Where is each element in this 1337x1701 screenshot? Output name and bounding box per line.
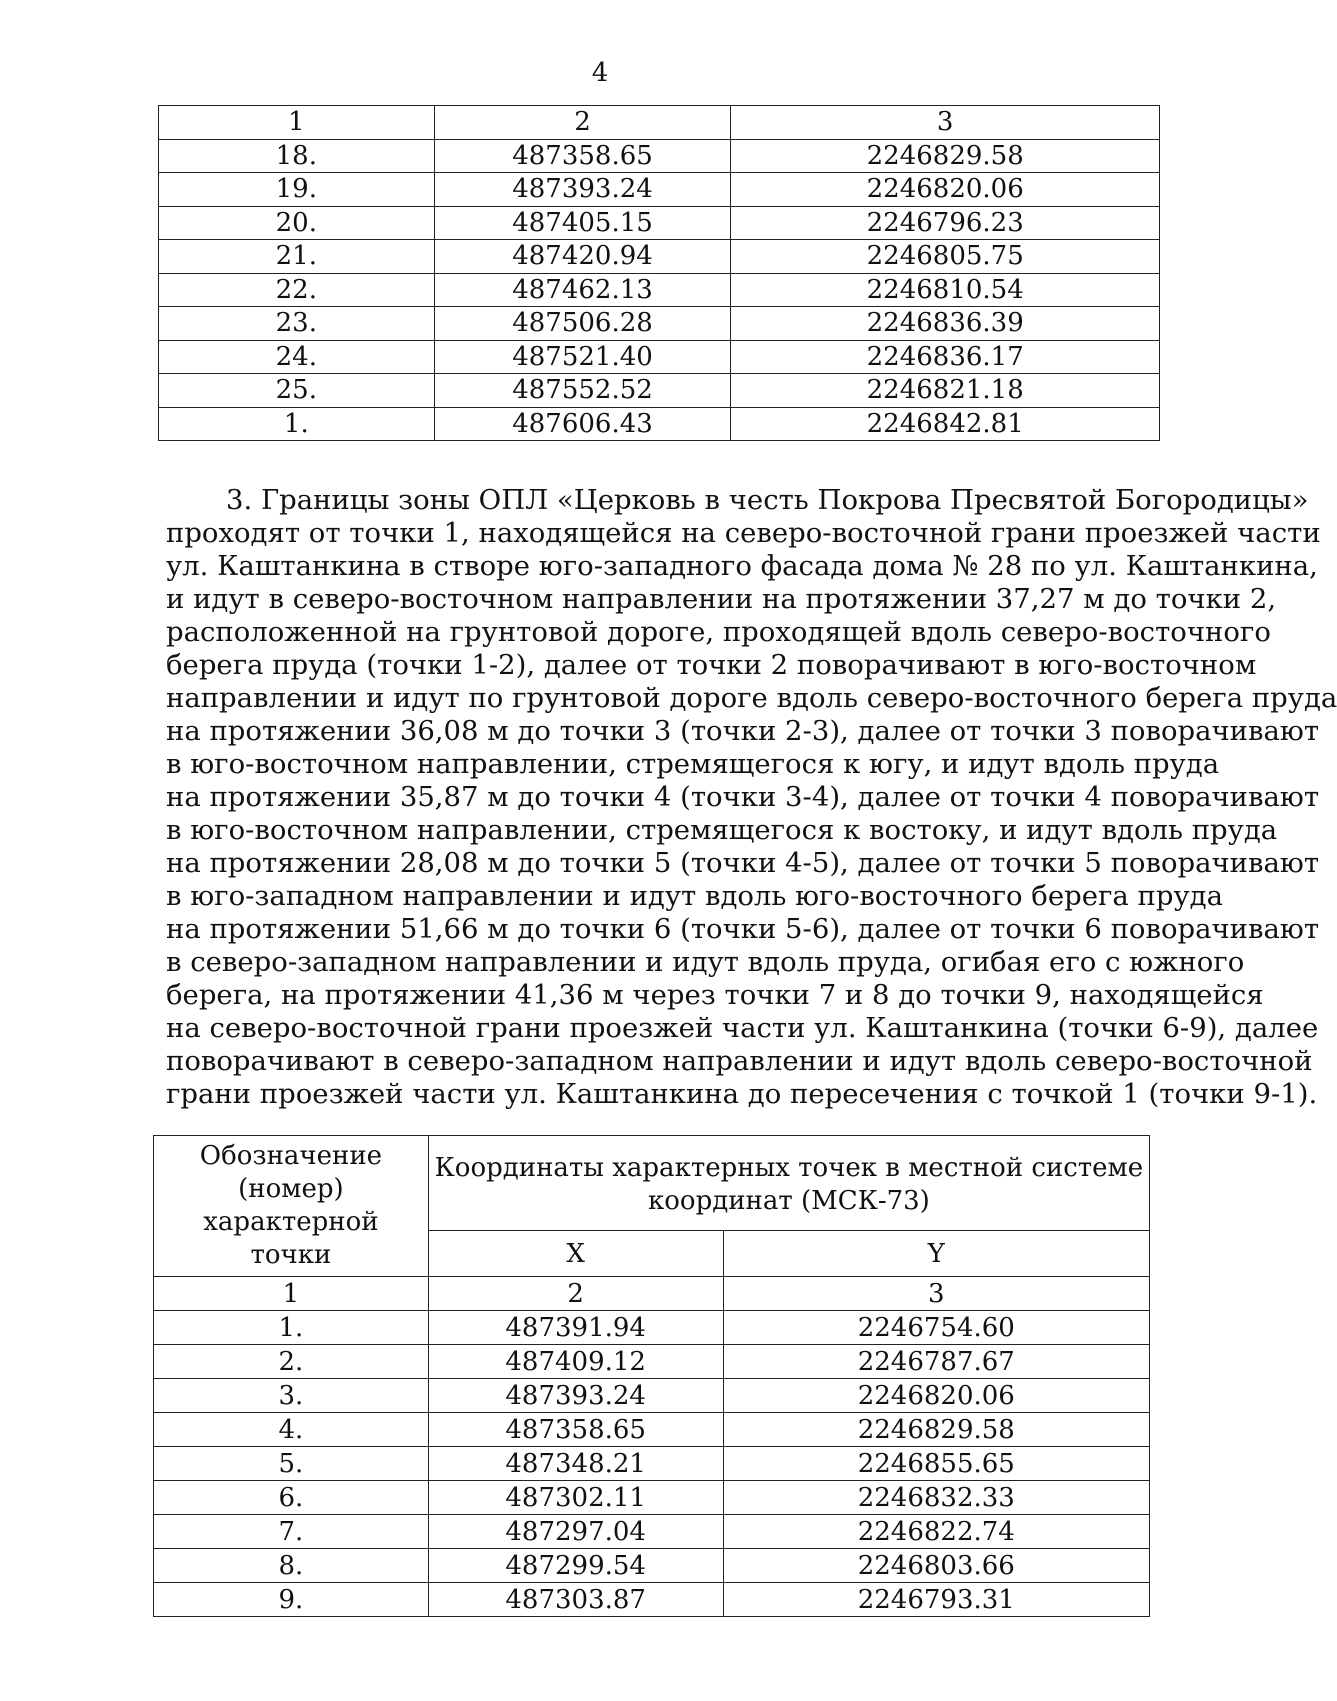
point-number-cell: 9.: [154, 1583, 429, 1617]
paragraph-line: в юго-восточном направлении, стремящегося к востоку, и идут вдоль пруда: [166, 814, 1278, 846]
y-coordinate-cell: 2246836.17: [731, 340, 1160, 374]
y-coordinate-cell: 2246787.67: [723, 1345, 1149, 1379]
x-coordinate-cell: 487462.13: [434, 273, 731, 307]
point-number-cell: 21.: [159, 240, 435, 274]
table-row: [159, 340, 1160, 374]
y-coordinate-cell: 2246820.06: [731, 173, 1160, 207]
x-coordinate-cell: 487552.52: [434, 374, 731, 408]
table-row: [159, 240, 1160, 274]
paragraph-line: на протяжении 35,87 м до точки 4 (точки 3-4), далее от точки 4 поворачивают: [166, 781, 1320, 813]
x-coordinate-cell: 487521.40: [434, 340, 731, 374]
y-coordinate-cell: 2246829.58: [723, 1413, 1149, 1447]
coordinates-table-continued: [158, 105, 1160, 441]
y-coordinate-cell: 2246810.54: [731, 273, 1160, 307]
column-number-cell: 3: [731, 106, 1160, 140]
paragraph-line: ул. Каштанкина в створе юго-западного фасада дома № 28 по ул. Каштанкина,: [166, 550, 1318, 582]
page-number: 4: [591, 58, 609, 88]
x-coordinate-cell: 487297.04: [428, 1515, 723, 1549]
y-coordinate-cell: 2246820.06: [723, 1379, 1149, 1413]
paragraph-line: и идут в северо-восточном направлении на протяжении 37,27 м до точки 2,: [166, 583, 1277, 615]
point-number-cell: 7.: [154, 1515, 429, 1549]
table-row: [159, 173, 1160, 207]
x-coordinate-cell: 487393.24: [434, 173, 731, 207]
paragraph-line: грани проезжей части ул. Каштанкина до пересечения с точкой 1 (точки 9-1).: [166, 1078, 1318, 1110]
x-coordinate-cell: 487302.11: [428, 1481, 723, 1515]
church-zone-coordinates-table: [153, 1135, 1150, 1617]
paragraph-line: на протяжении 36,08 м до точки 3 (точки 2-3), далее от точки 3 поворачивают: [166, 715, 1320, 747]
header-y: Y: [723, 1231, 1149, 1277]
paragraph-line: в юго-западном направлении и идут вдоль юго-восточного берега пруда: [166, 880, 1223, 912]
y-coordinate-cell: 2246821.18: [731, 374, 1160, 408]
paragraph-line: берега, на протяжении 41,36 м через точки 7 и 8 до точки 9, находящейся: [166, 979, 1264, 1011]
x-coordinate-cell: 487393.24: [428, 1379, 723, 1413]
y-coordinate-cell: 2246829.58: [731, 139, 1160, 173]
y-coordinate-cell: 2246855.65: [723, 1447, 1149, 1481]
paragraph-line: на протяжении 28,08 м до точки 5 (точки 4-5), далее от точки 5 поворачивают: [166, 847, 1320, 879]
table-row: [154, 1311, 1150, 1345]
x-coordinate-cell: 487358.65: [434, 139, 731, 173]
x-coordinate-cell: 487405.15: [434, 206, 731, 240]
point-number-cell: 4.: [154, 1413, 429, 1447]
column-number-row: [159, 106, 1160, 140]
x-coordinate-cell: 487303.87: [428, 1583, 723, 1617]
table-row: [159, 374, 1160, 408]
paragraph-line: в юго-восточном направлении, стремящегося к югу, и идут вдоль пруда: [166, 748, 1220, 780]
paragraph-line: расположенной на грунтовой дороге, проходящей вдоль северо-восточного: [166, 616, 1271, 648]
x-coordinate-cell: 487420.94: [434, 240, 731, 274]
paragraph-line: в северо-западном направлении и идут вдоль пруда, огибая его с южного: [166, 946, 1245, 978]
point-number-cell: 8.: [154, 1549, 429, 1583]
header-x: X: [428, 1231, 723, 1277]
header-point-designation: Обозначение (номер) характерной точки: [154, 1136, 429, 1277]
paragraph-line: на протяжении 51,66 м до точки 6 (точки 5-6), далее от точки 6 поворачивают: [166, 913, 1320, 945]
y-coordinate-cell: 2246832.33: [723, 1481, 1149, 1515]
table-row: [154, 1515, 1150, 1549]
table-row: [154, 1481, 1150, 1515]
table-row: [154, 1345, 1150, 1379]
paragraph-line: берега пруда (точки 1-2), далее от точки 2 поворачивают в юго-восточном: [166, 649, 1257, 681]
point-number-cell: 18.: [159, 139, 435, 173]
column-number-row: [154, 1277, 1150, 1311]
column-number-cell: 1: [159, 106, 435, 140]
table-row: [159, 407, 1160, 441]
paragraph-line: поворачивают в северо-западном направлении и идут вдоль северо-восточной: [166, 1045, 1313, 1077]
header-coordinates: Координаты характерных точек в местной системе координат (МСК-73): [428, 1136, 1149, 1231]
x-coordinate-cell: 487409.12: [428, 1345, 723, 1379]
x-coordinate-cell: 487606.43: [434, 407, 731, 441]
paragraph-line: на северо-восточной грани проезжей части ул. Каштанкина (точки 6-9), далее: [166, 1012, 1319, 1044]
point-number-cell: 19.: [159, 173, 435, 207]
column-number-cell: 1: [154, 1277, 429, 1311]
column-number-cell: 2: [434, 106, 731, 140]
point-number-cell: 24.: [159, 340, 435, 374]
table-row: [159, 307, 1160, 341]
y-coordinate-cell: 2246793.31: [723, 1583, 1149, 1617]
paragraph-line: 3. Границы зоны ОПЛ «Церковь в честь Покрова Пресвятой Богородицы»: [226, 484, 1309, 516]
y-coordinate-cell: 2246842.81: [731, 407, 1160, 441]
table-row: [154, 1379, 1150, 1413]
table-row: [159, 273, 1160, 307]
y-coordinate-cell: 2246805.75: [731, 240, 1160, 274]
point-number-cell: 5.: [154, 1447, 429, 1481]
point-number-cell: 22.: [159, 273, 435, 307]
paragraph-line: проходят от точки 1, находящейся на северо-восточной грани проезжей части: [166, 517, 1321, 549]
point-number-cell: 23.: [159, 307, 435, 341]
table-row: [154, 1447, 1150, 1481]
table-row: [159, 139, 1160, 173]
x-coordinate-cell: 487299.54: [428, 1549, 723, 1583]
y-coordinate-cell: 2246796.23: [731, 206, 1160, 240]
point-number-cell: 20.: [159, 206, 435, 240]
y-coordinate-cell: 2246822.74: [723, 1515, 1149, 1549]
y-coordinate-cell: 2246836.39: [731, 307, 1160, 341]
point-number-cell: 1.: [159, 407, 435, 441]
x-coordinate-cell: 487506.28: [434, 307, 731, 341]
column-number-cell: 3: [723, 1277, 1149, 1311]
point-number-cell: 2.: [154, 1345, 429, 1379]
point-number-cell: 25.: [159, 374, 435, 408]
table-row: [159, 206, 1160, 240]
table-row: [154, 1549, 1150, 1583]
x-coordinate-cell: 487358.65: [428, 1413, 723, 1447]
x-coordinate-cell: 487348.21: [428, 1447, 723, 1481]
y-coordinate-cell: 2246754.60: [723, 1311, 1149, 1345]
x-coordinate-cell: 487391.94: [428, 1311, 723, 1345]
paragraph-line: направлении и идут по грунтовой дороге вдоль северо-восточного берега пруда: [166, 682, 1337, 714]
table-row: [154, 1413, 1150, 1447]
point-number-cell: 3.: [154, 1379, 429, 1413]
point-number-cell: 6.: [154, 1481, 429, 1515]
y-coordinate-cell: 2246803.66: [723, 1549, 1149, 1583]
table-row: [154, 1583, 1150, 1617]
column-number-cell: 2: [428, 1277, 723, 1311]
zone-boundary-description: [166, 484, 1337, 1111]
point-number-cell: 1.: [154, 1311, 429, 1345]
